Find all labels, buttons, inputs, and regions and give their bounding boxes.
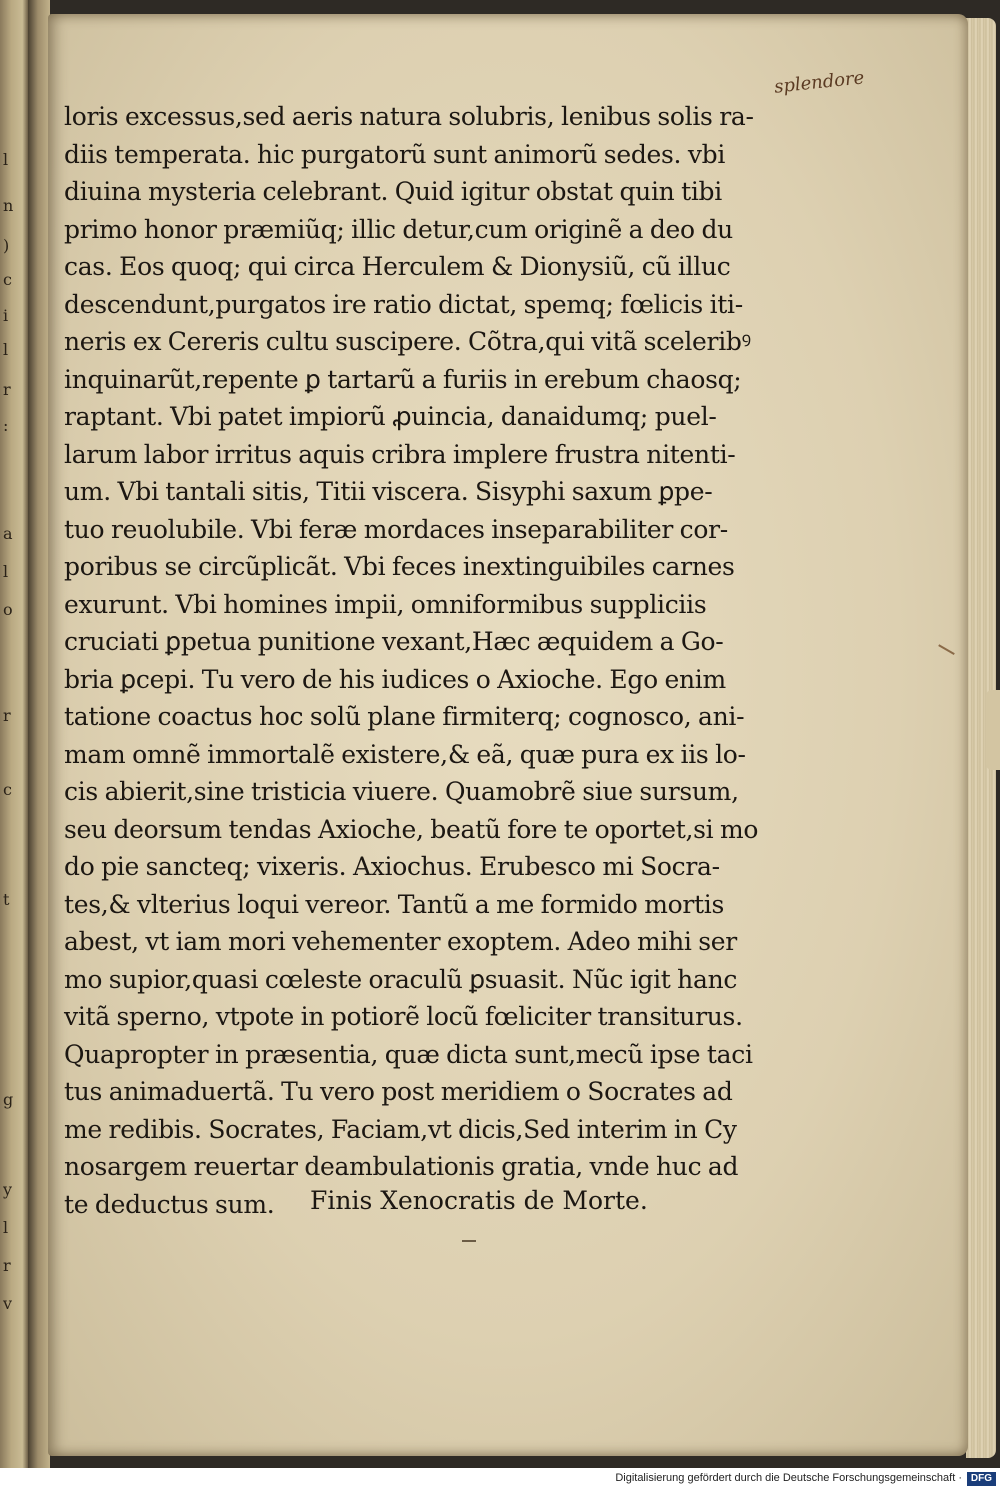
text-line: diis temperata. hic purgatorũ sunt animorũ sedes. vbi: [64, 139, 726, 169]
text-line: nosargem reuertar deambulationis gratia, vnde huc ad: [64, 1152, 739, 1181]
left-page-glyph: t: [3, 890, 10, 909]
dfg-logo: DFG: [967, 1472, 996, 1486]
left-page-glyph: l: [3, 1218, 9, 1237]
left-page-glyph: r: [3, 706, 11, 725]
left-page-glyph: c: [3, 270, 12, 289]
left-page-glyph: :: [3, 416, 9, 435]
text-line: vitã sperno, vtpote in potiorẽ locũ fœliciter transiturus.: [64, 1002, 743, 1031]
left-page-glyph: v: [3, 1294, 13, 1313]
ink-dash-mark: [462, 1240, 476, 1242]
book-gutter: [28, 0, 50, 1468]
left-page-glyph: g: [3, 1090, 14, 1109]
text-line: um. Vbi tantali sitis, Titii viscera. Sisyphi saxum ꝑpe-: [64, 477, 713, 506]
footer-credit-text: Digitalisierung gefördert durch die Deutsche Forschungsgemeinschaft ·: [615, 1472, 962, 1484]
text-line: cis abierit,sine tristicia viuere. Quamobrẽ siue sursum,: [64, 777, 739, 806]
left-page-glyph: r: [3, 380, 11, 399]
text-line: abest, vt iam mori vehementer exoptem. Adeo mihi ser: [64, 927, 737, 956]
text-line: tus animaduertã. Tu vero post meridiem o Socrates ad: [64, 1077, 733, 1106]
digitization-footer: [0, 1468, 1000, 1491]
text-line: me redibis. Socrates, Faciam,vt dicis,Sed interim in Cy: [64, 1114, 737, 1144]
marginal-handwritten-note: splendore: [773, 67, 866, 98]
text-line: tatione coactus hoc solũ plane firmiterq; cognosco, ani-: [64, 702, 745, 731]
colophon-finis: Finis Xenocratis de Morte.: [310, 1186, 648, 1215]
left-page-glyph: y: [3, 1180, 13, 1199]
text-line: mo supior,quasi cœleste oraculũ ꝑsuasit. Nũc igit hanc: [64, 964, 738, 994]
left-page-glyph: ): [3, 236, 10, 255]
left-page-glyph: o: [3, 600, 13, 619]
left-page-glyph: l: [3, 340, 9, 359]
text-line: cruciati ꝑpetua punitione vexant,Hæc æquidem a Go-: [64, 627, 724, 656]
text-line: inquinarũt,repente ꝑ tartarũ a furiis in erebum chaosq;: [64, 364, 742, 394]
text-line: cas. Eos quoq; qui circa Herculem & Dionysiũ, cũ illuc: [64, 252, 731, 281]
left-page-glyph: n: [3, 196, 14, 215]
text-line: neris ex Cereris cultu suscipere. Cõtra,qui vitã sceleribꝰ: [64, 327, 751, 356]
left-page-glyph: l: [3, 562, 9, 581]
text-line: tes,& vlterius loqui vereor. Tantũ a me formido mortis: [64, 889, 724, 919]
text-line: do pie sancteq; vixeris. Axiochus. Erubesco mi Socra-: [64, 852, 720, 881]
left-page-edge: [0, 0, 28, 1468]
text-line: te deductus sum.: [64, 1189, 275, 1219]
text-line: tuo reuolubile. Vbi feræ mordaces inseparabiliter cor-: [64, 514, 728, 544]
left-page-glyph: c: [3, 780, 12, 799]
text-line: bria ꝑcepi. Tu vero de his iudices o Axioche. Ego enim: [64, 664, 726, 694]
text-line: raptant. Vbi patet impiorũ ꝓuincia, danaidumq; puel-: [64, 402, 717, 431]
text-line: larum labor irritus aquis cribra implere frustra nitenti-: [64, 439, 736, 469]
left-page-glyph: l: [3, 150, 9, 169]
text-line: Quapropter in præsentia, quæ dicta sunt,mecũ ipse taci: [64, 1039, 753, 1069]
page-text-block: [64, 98, 844, 1223]
text-line: descendunt,purgatos ire ratio dictat, spemq; fœlicis iti-: [64, 289, 743, 319]
page-tab: [986, 690, 1000, 770]
left-page-glyph: r: [3, 1256, 11, 1275]
text-line: primo honor præmiũq; illic detur,cum originẽ a deo du: [64, 214, 733, 244]
text-line: poribus se circũplicãt. Vbi feces inextinguibiles carnes: [64, 552, 735, 581]
text-line: exurunt. Vbi homines impii, omniformibus suppliciis: [64, 589, 707, 619]
left-page-glyph: i: [3, 306, 9, 325]
text-line: mam omnẽ immortalẽ existere,& eã, quæ pura ex iis lo-: [64, 739, 746, 769]
left-page-glyph: a: [3, 524, 13, 543]
text-line: seu deorsum tendas Axioche, beatũ fore te oportet,si mo: [64, 814, 759, 844]
text-line: diuina mysteria celebrant. Quid igitur obstat quin tibi: [64, 177, 722, 206]
text-line: loris excessus,sed aeris natura solubris, lenibus solis ra-: [64, 102, 754, 131]
